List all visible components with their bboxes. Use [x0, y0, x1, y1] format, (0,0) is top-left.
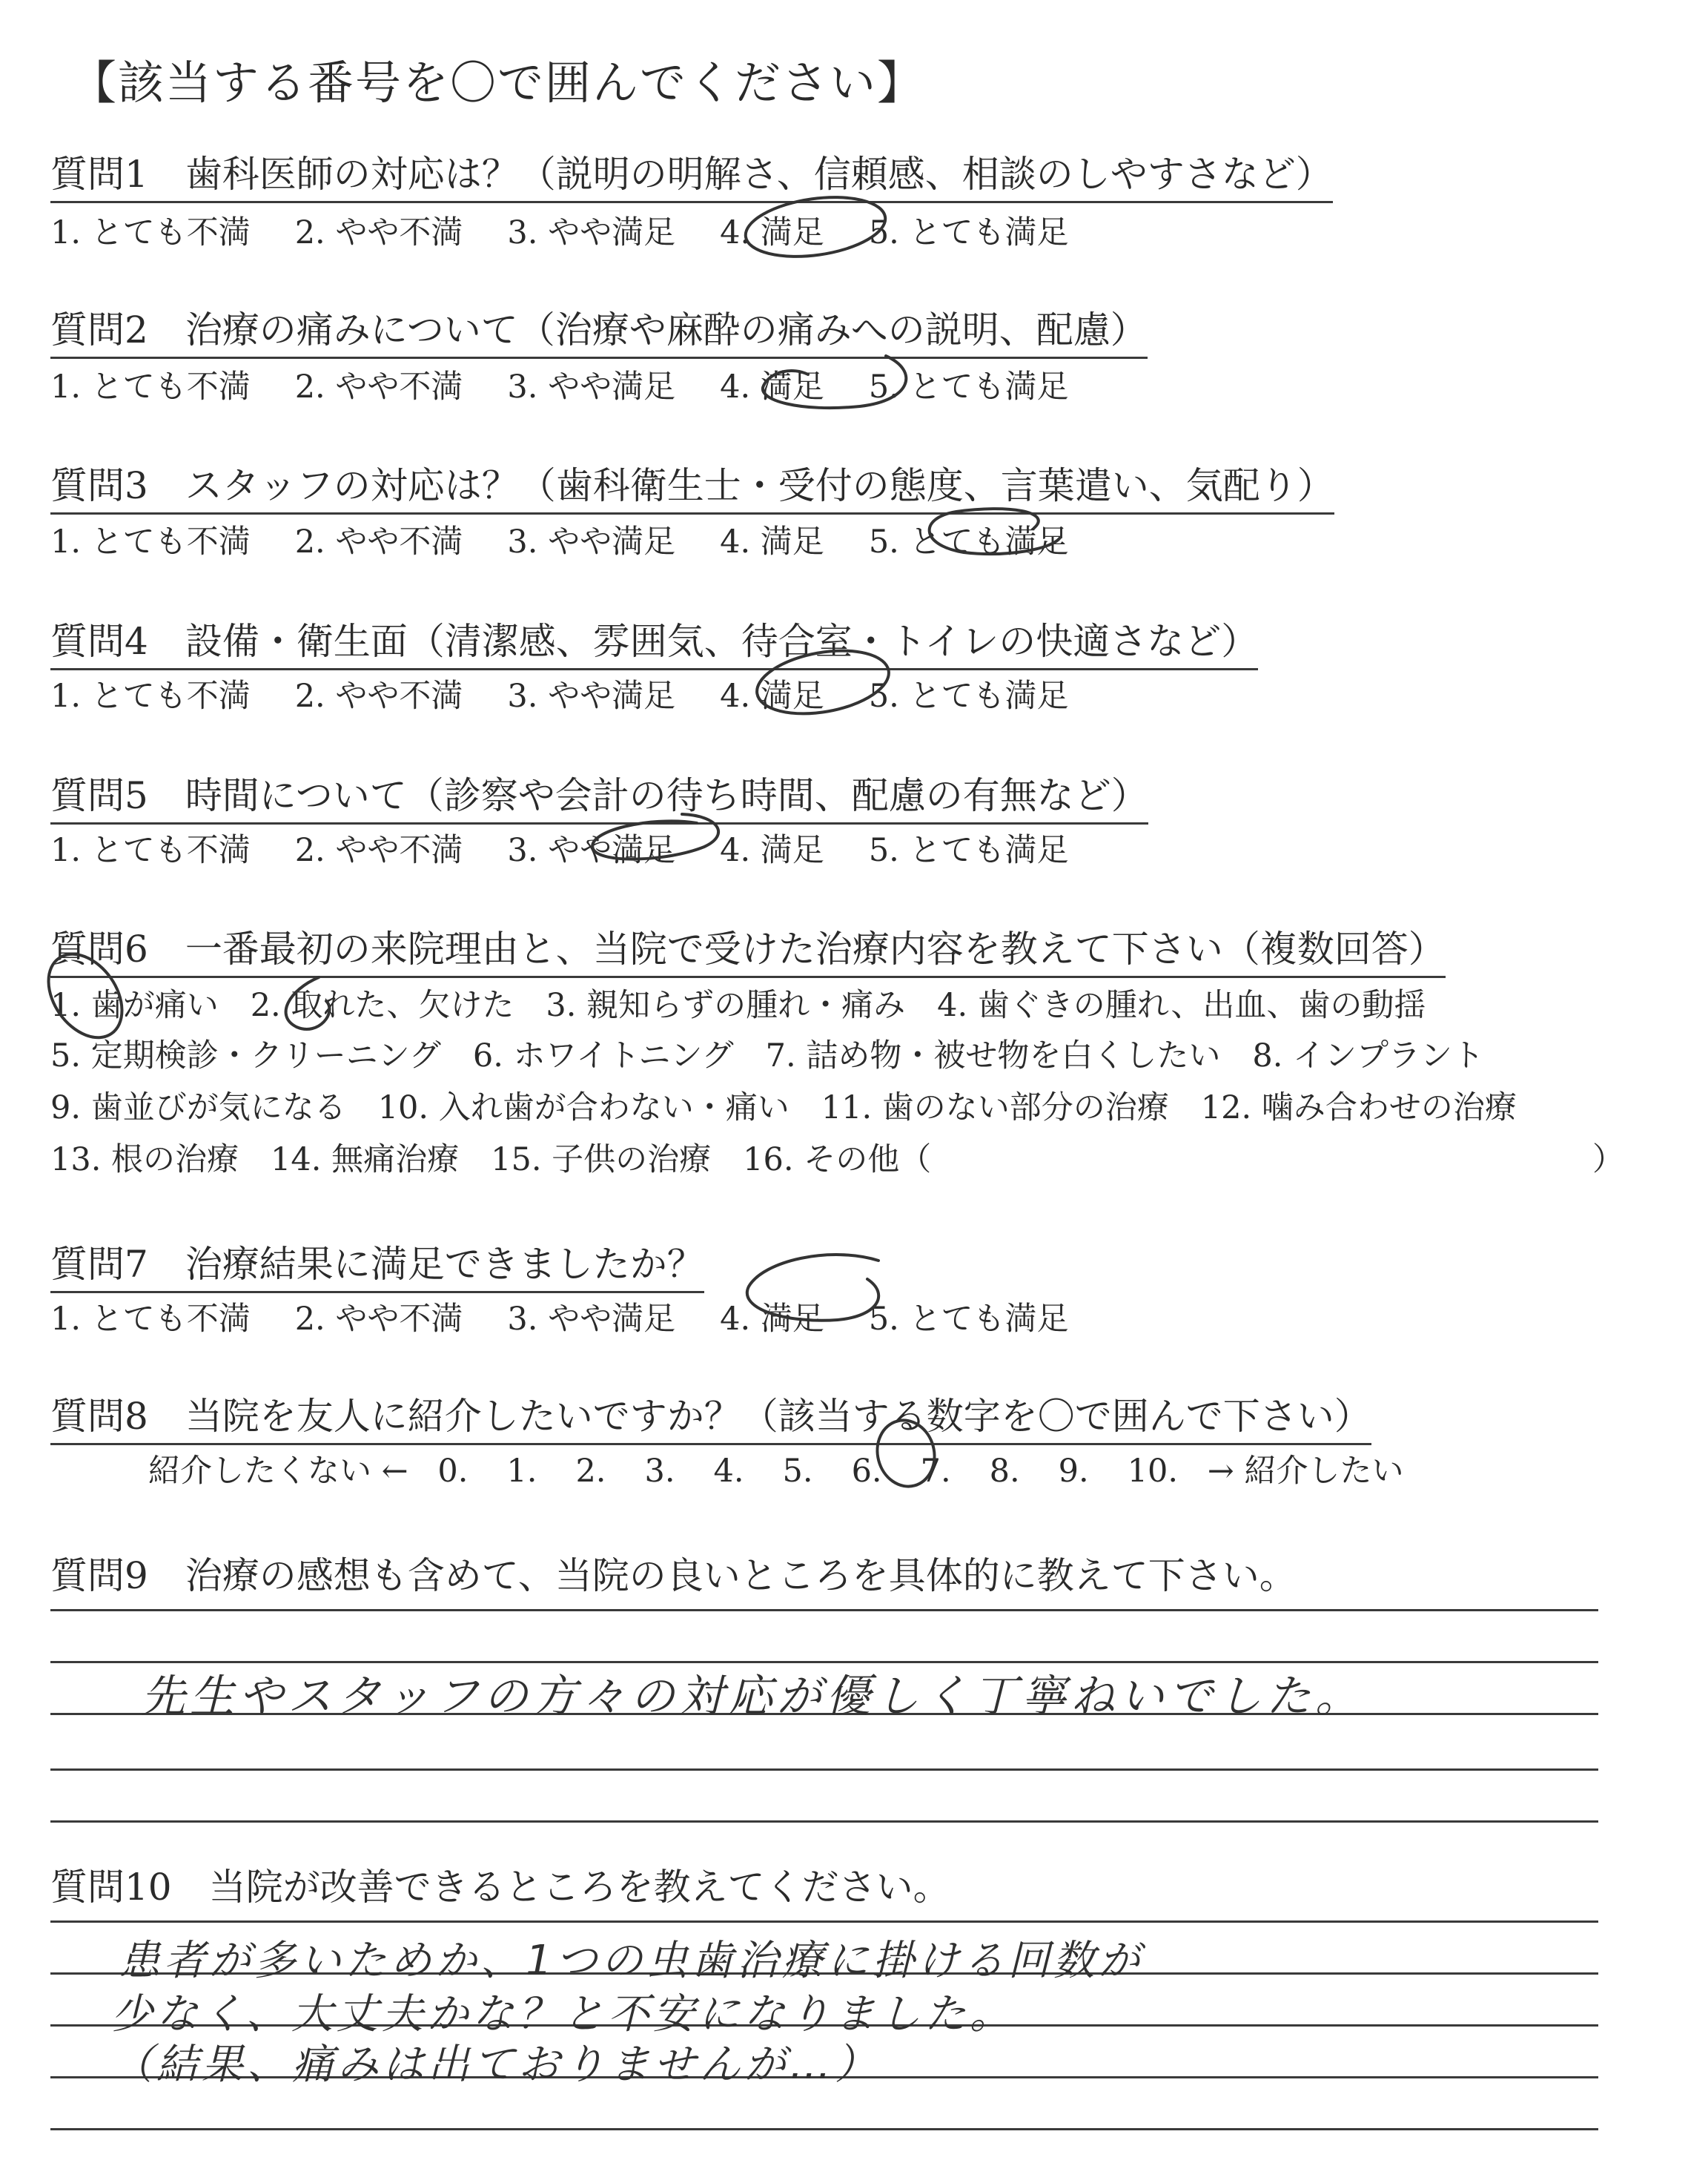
question-2 [50, 300, 1148, 359]
option[interactable]: 1. とても不満 [50, 678, 251, 715]
question-4-options [50, 671, 1069, 716]
question-2-options [50, 362, 1069, 407]
scale-number[interactable]: 4. [713, 1453, 744, 1490]
answer-rule [50, 1609, 1598, 1611]
scale-number[interactable]: 9. [1058, 1453, 1089, 1490]
scale-number[interactable]: 5. [782, 1453, 813, 1490]
option[interactable]: 2. やや不満 [294, 369, 463, 406]
question-5-options [50, 825, 1069, 871]
question-text: 治療の感想も含めて、当院の良いところを具体的に教えて下さい。 [185, 1554, 1297, 1597]
question-3-options [50, 517, 1069, 562]
scale-number[interactable]: 10. [1127, 1453, 1179, 1490]
q6-row-3[interactable]: 9. 歯並びが気になる 10. 入れ歯が合わない・痛い 11. 歯のない部分の治療 12. 噛み合わせの治療 [50, 1089, 1517, 1126]
answer-rule [50, 1920, 1598, 1923]
question-number: 質問2 [50, 308, 148, 351]
question-number: 質問9 [50, 1554, 148, 1597]
q6-row-1[interactable]: 1. 歯が痛い 2. 取れた、欠けた 3. 親知らずの腫れ・痛み 4. 歯ぐきの腫れ、出血、歯の動揺 [50, 987, 1426, 1024]
scale-number[interactable]: 1. [506, 1453, 537, 1490]
question-number: 質問5 [50, 774, 148, 817]
answer-rule [50, 1820, 1598, 1823]
option[interactable]: 3. やや満足 [507, 369, 676, 406]
option[interactable]: 3. やや満足 [507, 524, 676, 561]
question-9 [50, 1546, 1297, 1599]
option[interactable]: 1. とても不満 [50, 832, 251, 869]
option[interactable]: 1. とても不満 [50, 524, 251, 561]
question-7-options [50, 1294, 1069, 1339]
question-text: 時間について（診察や会計の待ち時間、配慮の有無など） [185, 774, 1148, 817]
option[interactable]: 3. やや満足 [507, 678, 676, 715]
option-selected[interactable]: 4. 満足 [720, 678, 824, 715]
option[interactable]: 5. とても満足 [868, 214, 1069, 251]
question-number: 質問4 [50, 620, 148, 663]
scale-number-selected[interactable]: 6. [851, 1453, 882, 1490]
question-text: 歯科医師の対応は？（説明の明解さ、信頼感、相談のしやすさなど） [185, 153, 1333, 196]
option[interactable]: 5. とても満足 [868, 369, 1069, 406]
q6-row-4[interactable]: 13. 根の治療 14. 無痛治療 15. 子供の治療 16. その他（ [50, 1141, 932, 1178]
option[interactable]: 5. とても満足 [868, 678, 1069, 715]
option[interactable]: 2. やや不満 [294, 214, 463, 251]
option[interactable]: 3. やや満足 [507, 214, 676, 251]
q6-close-paren: ） [1592, 1141, 1624, 1178]
q6-row-2[interactable]: 5. 定期検診・クリーニング 6. ホワイトニング 7. 詰め物・被せ物を白くしたい 8. インプラント [50, 1037, 1485, 1074]
question-10 [50, 1857, 950, 1911]
question-number: 質問3 [50, 464, 148, 507]
page-header: 【該当する番号を〇で囲んでください】 [70, 56, 925, 110]
question-text: 治療の痛みについて（治療や麻酔の痛みへの説明、配慮） [185, 308, 1148, 351]
question-5 [50, 766, 1148, 825]
scale-number[interactable]: 7. [920, 1453, 951, 1490]
option-selected[interactable]: 3. やや満足 [507, 832, 676, 869]
question-number: 質問8 [50, 1395, 148, 1438]
question-text: スタッフの対応は？（歯科衛生士・受付の態度、言葉遣い、気配り） [185, 464, 1334, 507]
question-number: 質問6 [50, 928, 148, 971]
option[interactable]: 4. 満足 [720, 832, 824, 869]
q10-answer-line-1[interactable]: 患者が多いためか、1つの虫歯治療に掛ける回数が [119, 1937, 1144, 1985]
question-number: 質問7 [50, 1243, 148, 1286]
option[interactable]: 2. やや不満 [294, 524, 463, 561]
option-selected[interactable]: 4. 満足 [720, 214, 824, 251]
option[interactable]: 1. とても不満 [50, 214, 251, 251]
option-selected[interactable]: 4. 満足 [720, 369, 824, 406]
option[interactable]: 5. とても満足 [868, 832, 1069, 869]
q10-answer-line-3[interactable]: （結果、痛みは出ておりませんが…） [111, 2041, 880, 2089]
question-4 [50, 612, 1258, 670]
scale-number[interactable]: 3. [644, 1453, 675, 1490]
option[interactable]: 2. やや不満 [294, 832, 463, 869]
scale-number[interactable]: 2. [575, 1453, 606, 1490]
question-7 [50, 1235, 704, 1293]
question-8 [50, 1387, 1371, 1445]
scale-right-label: → 紹介したい [1207, 1453, 1404, 1490]
option[interactable]: 1. とても不満 [50, 1301, 251, 1338]
answer-rule [50, 1768, 1598, 1771]
scale-number[interactable]: 0. [437, 1453, 469, 1490]
option[interactable]: 2. やや不満 [294, 1301, 463, 1338]
option-selected[interactable]: 4. 満足 [720, 1301, 824, 1338]
question-3 [50, 456, 1334, 515]
question-text: 設備・衛生面（清潔感、雰囲気、待合室・トイレの快適さなど） [185, 620, 1259, 663]
question-1 [50, 145, 1333, 203]
question-number: 質問10 [50, 1866, 172, 1909]
option[interactable]: 3. やや満足 [507, 1301, 676, 1338]
question-6 [50, 919, 1446, 978]
option[interactable]: 1. とても不満 [50, 369, 251, 406]
scale-left-label: 紹介したくない ← [148, 1453, 408, 1490]
question-number: 質問1 [50, 153, 148, 196]
answer-rule [50, 2128, 1598, 2130]
option-selected[interactable]: 5. とても満足 [868, 524, 1069, 561]
question-text: 治療結果に満足できましたか？ [185, 1243, 704, 1286]
question-text: 当院を友人に紹介したいですか？（該当する数字を〇で囲んで下さい） [185, 1395, 1371, 1438]
question-text: 一番最初の来院理由と、当院で受けた治療内容を教えて下さい（複数回答） [185, 928, 1446, 971]
scale-number[interactable]: 8. [989, 1453, 1020, 1490]
question-1-options [50, 208, 1069, 253]
question-text: 当院が改善できるところを教えてください。 [208, 1866, 950, 1909]
q10-answer-line-2[interactable]: 少なく、大丈夫かな？と不安になりました。 [111, 1990, 1015, 2038]
option[interactable]: 5. とても満足 [868, 1301, 1069, 1338]
recommend-scale [148, 1446, 1403, 1491]
option[interactable]: 4. 満足 [720, 524, 824, 561]
q9-handwritten-answer[interactable]: 先生やスタッフの方々の対応が優しく丁寧ねいでした。 [141, 1671, 1364, 1723]
option[interactable]: 2. やや不満 [294, 678, 463, 715]
